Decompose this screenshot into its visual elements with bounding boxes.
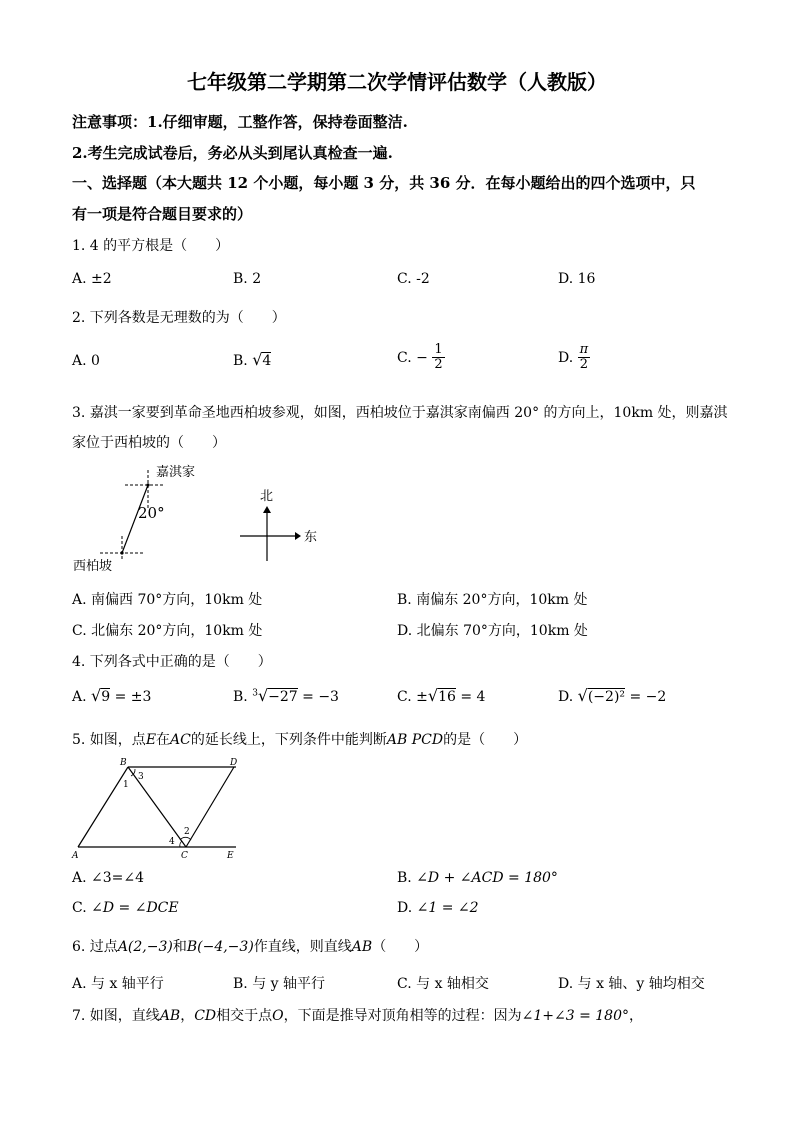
question-3-stem-line-2: 家位于西柏坡的（ ） xyxy=(72,435,226,451)
q6-stem-and: 和 xyxy=(172,939,187,955)
q3-label-xibaipo: 西柏坡 xyxy=(73,559,113,574)
q6-option-c: C. 与 x 轴相交 xyxy=(397,976,489,992)
q3-option-d: D. 北偏东 70°方向，10km 处 xyxy=(397,623,588,639)
q7-stem-pre: 7. 如图，直线 xyxy=(72,1008,160,1024)
q3-direction-figure xyxy=(70,458,330,578)
q4-option-a xyxy=(72,686,151,705)
q7-stem-end: ， xyxy=(629,1008,643,1024)
section-heading-line-1: 一、选择题（本大题共 12 个小题，每小题 3 分，共 36 分．在每小题给出的四个选项中，只 xyxy=(72,174,696,192)
page-title: 七年级第二学期第二次学情评估数学（人教版） xyxy=(187,70,607,94)
q4-option-a-radicand: 9 xyxy=(101,689,111,705)
q3-east-arrow-icon xyxy=(295,532,301,540)
q5-stem-parallel: AB PCD xyxy=(386,732,444,748)
q2-option-d-denominator: 2 xyxy=(579,357,589,373)
q5-stem-post: 的是（ ） xyxy=(443,732,528,748)
q5-segment-bc xyxy=(128,767,186,847)
q2-option-d xyxy=(558,343,590,373)
q6-point-b: B(−4,−3) xyxy=(186,939,254,955)
q1-option-c: C. -2 xyxy=(397,271,430,287)
q2-option-d-label: D. xyxy=(558,349,574,366)
q2-option-b-radicand: 4 xyxy=(262,353,272,369)
q5-label-angle-1: 1 xyxy=(123,780,129,790)
q5-option-d-expr: ∠1 = ∠2 xyxy=(416,900,479,916)
question-2-stem: 2. 下列各数是无理数的为（ ） xyxy=(72,310,286,326)
q6-stem-pre: 6. 过点 xyxy=(72,939,118,955)
q2-option-a-value: 0 xyxy=(91,353,100,369)
q3-option-b: B. 南偏东 20°方向，10km 处 xyxy=(397,592,588,608)
question-7-stem xyxy=(72,1005,643,1025)
q5-option-c xyxy=(72,900,179,916)
q3-label-east: 东 xyxy=(304,530,318,545)
q3-xibaipo-point xyxy=(120,551,123,554)
q5-label-angle-4: 4 xyxy=(169,837,175,847)
q5-option-b xyxy=(397,870,558,886)
q1-option-d: D. 16 xyxy=(558,271,596,287)
q5-option-c-expr: ∠D = ∠DCE xyxy=(91,900,179,916)
q6-stem-end: （ ） xyxy=(372,939,429,955)
q5-label-d: D xyxy=(230,758,238,768)
question-3-stem-line-1: 3. 嘉淇一家要到革命圣地西柏坡参观，如图，西柏坡位于嘉淇家南偏西 20° 的方向上，10km 处，则嘉淇 xyxy=(72,405,728,421)
q6-stem-post: 作直线，则直线 xyxy=(253,939,352,955)
q5-label-c: C xyxy=(181,851,188,861)
q4-option-b-radicand: −27 xyxy=(268,689,298,705)
q4-option-d-radicand: (−2)² xyxy=(587,689,626,705)
q7-point-o: O xyxy=(272,1008,284,1024)
radical-sign: √ xyxy=(257,686,269,705)
q5-segment-cd xyxy=(186,767,234,847)
q4-option-c xyxy=(397,686,485,705)
q7-line-cd: CD xyxy=(194,1008,217,1024)
q5-stem-line-ac: AC xyxy=(170,732,191,748)
q7-stem-mid: 相交于点 xyxy=(216,1008,273,1024)
q2-option-b-label: B. xyxy=(233,353,248,369)
q5-option-b-label: B. xyxy=(397,870,412,886)
question-1-stem: 1. 4 的平方根是（ ） xyxy=(72,238,230,254)
q3-north-arrow-icon xyxy=(263,506,271,513)
q5-option-c-label: C. xyxy=(72,900,87,916)
q4-option-b xyxy=(233,686,339,705)
q5-label-angle-2: 2 xyxy=(184,827,190,837)
q4-option-b-rest: = −3 xyxy=(297,689,339,705)
notice-line-2: 2.考生完成试卷后，务必从头到尾认真检查一遍. xyxy=(72,144,393,162)
q2-option-a xyxy=(72,353,100,369)
q2-option-c-label: C. xyxy=(397,349,412,366)
q5-option-d-label: D. xyxy=(397,900,413,916)
radical-sign: √ xyxy=(427,686,439,705)
q5-parallel-lines-figure xyxy=(68,752,248,864)
q2-option-c-denominator: 2 xyxy=(434,357,443,373)
q5-label-angle-3: 3 xyxy=(138,772,144,782)
q2-option-c-sign: − xyxy=(416,349,428,366)
q4-option-d-rest: = −2 xyxy=(625,689,667,705)
q7-equation: ∠1+∠3 = 180° xyxy=(521,1008,629,1024)
q3-label-angle: 20° xyxy=(138,504,165,522)
q6-option-b: B. 与 y 轴平行 xyxy=(233,976,325,992)
q5-option-d xyxy=(397,900,479,916)
q3-label-north: 北 xyxy=(260,489,274,504)
q4-option-a-label: A. xyxy=(72,689,87,705)
q2-option-b xyxy=(233,350,271,369)
q1-option-a: A. ±2 xyxy=(72,271,112,287)
q6-line-ab: AB xyxy=(351,939,373,955)
q6-point-a: A(2,−3) xyxy=(117,939,173,955)
question-4-stem: 4. 下列各式中正确的是（ ） xyxy=(72,654,272,670)
question-5-stem xyxy=(72,729,527,749)
q4-option-d-label: D. xyxy=(558,689,574,705)
section-heading-line-2: 有一项是符合题目要求的） xyxy=(72,205,253,223)
q2-option-c-numerator: 1 xyxy=(434,342,443,357)
q5-label-b: B xyxy=(120,758,127,768)
q2-option-c xyxy=(397,343,445,373)
q2-option-c-fraction xyxy=(432,343,444,373)
q5-stem-pre: 5. 如图，点 xyxy=(72,732,146,748)
q4-option-a-rest: = ±3 xyxy=(110,689,152,705)
q5-stem-mid: 在 xyxy=(156,732,171,748)
q4-option-c-label: C. xyxy=(397,689,412,705)
radical-sign: √ xyxy=(252,350,263,369)
q7-line-ab: AB xyxy=(159,1008,181,1024)
q7-stem-comma: ， xyxy=(180,1008,195,1024)
q2-option-a-label: A. xyxy=(72,353,87,369)
q2-option-d-fraction xyxy=(578,343,591,373)
q5-label-a: A xyxy=(72,851,79,861)
q4-option-b-label: B. xyxy=(233,689,248,705)
q5-label-e: E xyxy=(227,851,234,861)
q7-stem-post: ，下面是推导对顶角相等的过程：因为 xyxy=(283,1008,522,1024)
q5-option-a: A. ∠3=∠4 xyxy=(72,870,145,886)
q5-stem-mid2: 的延长线上，下列条件中能判断 xyxy=(190,732,387,748)
q3-option-a: A. 南偏西 70°方向，10km 处 xyxy=(72,592,263,608)
q5-angle-2-arc xyxy=(180,837,191,840)
q5-stem-point-e: E xyxy=(145,732,157,748)
q4-option-b-index: 3 xyxy=(252,688,258,699)
q3-home-point xyxy=(146,483,149,486)
q2-option-d-numerator: π xyxy=(579,342,589,357)
q6-option-d: D. 与 x 轴、y 轴均相交 xyxy=(558,976,705,992)
question-6-stem xyxy=(72,936,428,956)
q4-option-c-prefix: ± xyxy=(416,689,428,705)
notice-line-1: 注意事项：1.仔细审题，工整作答，保持卷面整洁. xyxy=(72,113,408,131)
q3-label-home: 嘉淇家 xyxy=(156,465,196,480)
q6-option-a: A. 与 x 轴平行 xyxy=(72,976,164,992)
q3-option-c: C. 北偏东 20°方向，10km 处 xyxy=(72,623,263,639)
q4-option-c-rest: = 4 xyxy=(455,689,486,705)
q1-option-b: B. 2 xyxy=(233,271,262,287)
q4-option-d xyxy=(558,686,666,705)
radical-sign: √ xyxy=(577,686,588,705)
q5-segment-ab xyxy=(78,767,128,847)
radical-sign: √ xyxy=(91,686,102,705)
q5-option-b-expr: ∠D + ∠ACD = 180° xyxy=(416,870,558,886)
q4-option-c-radicand: 16 xyxy=(438,689,456,705)
